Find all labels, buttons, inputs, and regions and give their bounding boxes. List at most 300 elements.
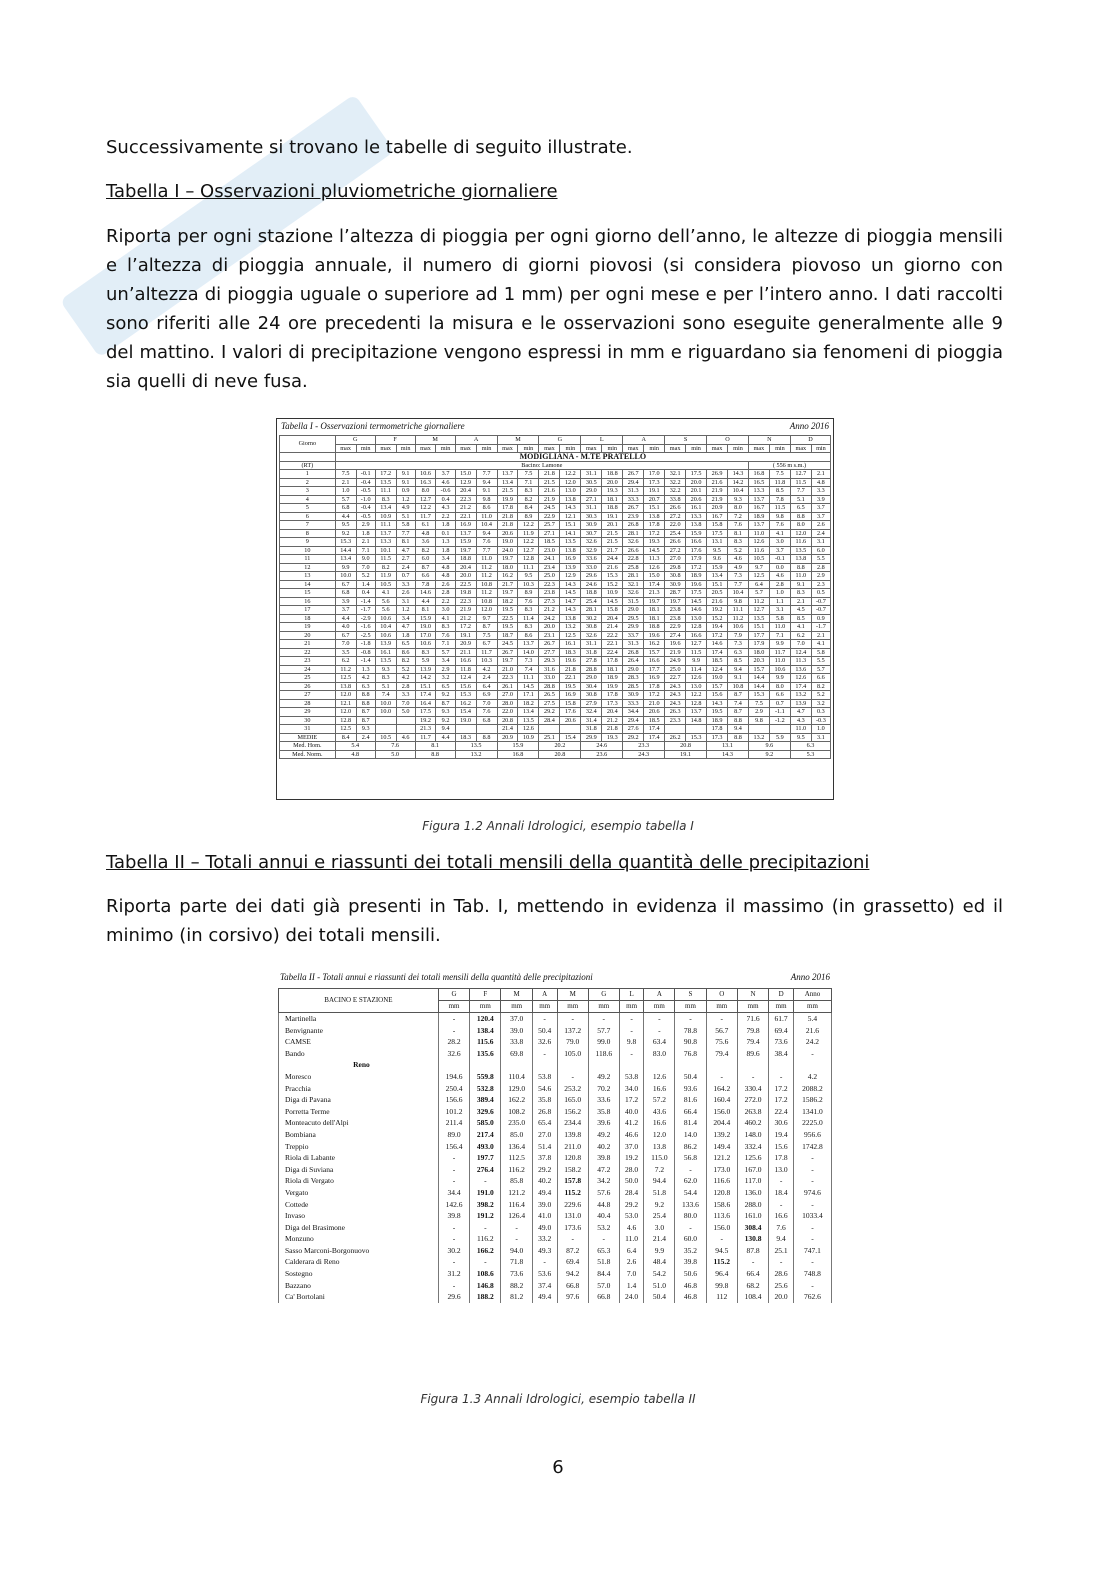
table1-value-cell: 31.5 [623,597,644,606]
table1-value-cell: 9.8 [748,716,769,725]
table1-value-cell: 24.3 [665,682,686,691]
table1-value-cell: 13.3 [375,538,396,547]
table1-value-cell: 20.0 [602,478,623,487]
table1-day-cell: 3 [280,487,336,496]
table1-day-row [280,665,831,674]
table1-value-cell: 3.7 [811,504,830,513]
table1-value-cell: 10.9 [602,589,623,598]
table1-day-row [280,699,831,708]
table2-value-cell: 94.2 [557,1268,588,1280]
table2-value-cell: - [532,1013,557,1025]
table1-value-cell: 20.4 [602,614,623,623]
table1-month-header: A [455,436,497,445]
table1-value-cell: 15.7 [707,682,728,691]
table1-hom-cell: 13.5 [455,742,497,751]
table2-value-cell: 7.6 [769,1222,794,1234]
table1-mean-cell: 8.4 [335,733,356,742]
table1-value-cell: 19.3 [644,538,665,547]
table2-value-cell: 191.0 [470,1187,501,1199]
table2-value-cell: 53.2 [588,1222,619,1234]
table1-value-cell: 18.9 [602,674,623,683]
table1-value-cell: 15.0 [455,470,476,479]
table1-value-cell: 29.0 [623,665,644,674]
table1-mean-cell: 4.4 [436,733,455,742]
table2-value-cell: 97.6 [557,1291,588,1303]
table1-value-cell: 8.2 [375,563,396,572]
table1-value-cell: 9.9 [769,640,790,649]
table2-value-cell [675,1059,706,1071]
table1-mean-cell: 3.1 [811,733,830,742]
table2-value-cell: 585.0 [470,1117,501,1129]
table1-value-cell: 7.5 [335,470,356,479]
table2-month-header: Anno [793,989,831,1001]
table2-value-cell: 30.6 [769,1117,794,1129]
table1-day-cell: 24 [280,665,336,674]
table1-value-cell [560,725,581,734]
table1-value-cell: 14.5 [644,546,665,555]
table2-value-cell: 29.2 [619,1199,644,1211]
table2-value-cell: - [438,1164,469,1176]
table2-value-cell: 105.0 [557,1048,588,1060]
table1-value-cell: 32.6 [581,538,602,547]
table1-value-cell: 11.7 [476,648,497,657]
table2-station-name: Sasso Marconi-Borgonuovo [279,1245,439,1257]
table2-month-header: G [588,989,619,1001]
table2-station-row [279,1256,832,1268]
table2-value-cell: 35.8 [588,1106,619,1118]
table1-value-cell: 7.5 [518,470,539,479]
table2-value-cell: 49.4 [532,1187,557,1199]
table1-value-cell: 6.8 [476,716,497,725]
table2-value-cell: 69.8 [501,1048,532,1060]
table2-value-cell: - [706,1233,737,1245]
table1-value-cell: 21.6 [707,597,728,606]
table1-day-cell: 7 [280,521,336,530]
table1-value-cell: 29.4 [623,716,644,725]
table1-means-label: MEDIE [280,733,336,742]
table1-value-cell: 17.2 [375,470,396,479]
table1-value-cell: 11.1 [518,563,539,572]
table1-value-cell: 6.3 [356,682,375,691]
table1-value-cell: 3.1 [811,538,830,547]
table1-value-cell: -0.7 [811,597,830,606]
table2-value-cell: - [438,1025,469,1037]
table1-value-cell: 13.8 [644,512,665,521]
table2-value-cell: - [675,1013,706,1025]
table2-value-cell: - [619,1013,644,1025]
table2-value-cell: - [793,1280,831,1292]
table1-value-cell: 32.6 [581,631,602,640]
table2-value-cell: 493.0 [470,1141,501,1153]
table2-value-cell: 116.4 [501,1199,532,1211]
table2-value-cell: 89.6 [737,1048,768,1060]
table2-value-cell: 40.4 [588,1210,619,1222]
table1-day-row [280,657,831,666]
table1-value-cell: 9.5 [335,521,356,530]
table1-norm-cell: 9.2 [748,750,790,759]
table1-value-cell: 8.6 [396,648,415,657]
table2-value-cell: 76.8 [675,1048,706,1060]
table1-day-cell: 17 [280,606,336,615]
table1-day-row [280,648,831,657]
table1-value-cell: 11.2 [476,563,497,572]
table1-value-cell: 19.1 [602,512,623,521]
table1-value-cell: 17.3 [644,478,665,487]
table1-value-cell: 32.6 [623,589,644,598]
table1-value-cell: 15.2 [602,580,623,589]
figure1-caption: Figura 1.2 Annali Idrologici, esempio tabella I [422,819,694,833]
table2-unit-header: mm [675,1001,706,1013]
table2-value-cell: 93.6 [675,1083,706,1095]
table1-value-cell: 16.2 [497,572,518,581]
table2-value-cell: 79.8 [737,1025,768,1037]
table2-month-header: S [675,989,706,1001]
table1-value-cell: 12.9 [560,572,581,581]
table1-value-cell: 13.3 [686,512,707,521]
table1-value-cell: 27.4 [665,631,686,640]
table1-value-cell: 4.3 [436,504,455,513]
table1-basin: Bacino: Lamone [335,461,748,470]
table2-station-name: Martinella [279,1013,439,1025]
table1-mean-cell: 9.5 [790,733,811,742]
table1-value-cell: 6.5 [790,504,811,513]
table1-value-cell: 17.6 [560,708,581,717]
table2-value-cell: 34.0 [619,1083,644,1095]
table1-value-cell: 12.4 [707,665,728,674]
table1-day-cell: 13 [280,572,336,581]
table1-value-cell: 22.5 [497,614,518,623]
table1-value-cell: 7.6 [728,521,749,530]
table2-value-cell: 40.0 [619,1106,644,1118]
table2-station-row [279,1233,832,1245]
table1-value-cell: 23.0 [539,546,560,555]
table1-value-cell: 2.2 [436,512,455,521]
table1-value-cell: 17.2 [455,623,476,632]
table2-value-cell: 2225.0 [793,1117,831,1129]
table1-value-cell: 10.4 [728,589,749,598]
table1-value-cell: 29.0 [581,487,602,496]
table2-value-cell: 50.4 [532,1025,557,1037]
table2-value-cell: 115.6 [470,1036,501,1048]
table1-value-cell: 28.8 [539,682,560,691]
table1-value-cell: 30.7 [581,529,602,538]
table2-value-cell: 28.2 [438,1036,469,1048]
table1-value-cell: 25.4 [665,529,686,538]
table2-value-cell: 5.4 [793,1013,831,1025]
table1-value-cell: 20.3 [748,657,769,666]
table1-value-cell: 17.8 [497,504,518,513]
table1-value-cell: 16.5 [748,478,769,487]
table2-station-name: Monteacuto dell'Alpi [279,1117,439,1129]
table1-value-cell: 15.3 [455,691,476,700]
table1-value-cell: 7.7 [728,580,749,589]
table1-value-cell: 9.8 [476,495,497,504]
table2-value-cell: 53.8 [619,1071,644,1083]
table1-value-cell: 8.8 [790,563,811,572]
table2-value-cell: 276.4 [470,1164,501,1176]
table1-max-header: max [707,444,728,453]
table1-value-cell: 18.9 [748,512,769,521]
table1-value-cell: 10.5 [748,555,769,564]
table1-max-header: max [375,444,396,453]
table1-value-cell: 7.6 [518,597,539,606]
table1-day-cell: 4 [280,495,336,504]
table1-value-cell: 15.3 [602,572,623,581]
table1-value-cell [396,716,415,725]
table1-value-cell: 4.1 [811,640,830,649]
table1-value-cell: 31.4 [581,716,602,725]
table1-value-cell: 2.1 [335,478,356,487]
table1-value-cell: 15.1 [415,682,436,691]
table2-value-cell [532,1059,557,1071]
table1-value-cell: 21.9 [707,487,728,496]
table2-value-cell: - [588,1233,619,1245]
table1-value-cell: 28.1 [623,529,644,538]
table1-value-cell: 9.3 [356,725,375,734]
table2-value-cell [438,1059,469,1071]
table1-value-cell: 8.8 [356,699,375,708]
table1-value-cell: 15.2 [707,614,728,623]
table2-value-cell: 66.8 [557,1280,588,1292]
table1-value-cell: 21.9 [455,606,476,615]
table1-value-cell: 31.1 [581,640,602,649]
table1-value-cell: 11.1 [375,521,396,530]
table2-value-cell: 129.0 [501,1083,532,1095]
table1-value-cell: 32.2 [665,487,686,496]
table2-station-name: Bando [279,1048,439,1060]
table1-value-cell: 8.2 [811,682,830,691]
table1-value-cell [686,725,707,734]
table1-mean-cell: 29.2 [623,733,644,742]
table1-value-cell: 27.9 [581,699,602,708]
table2-value-cell: 329.6 [470,1106,501,1118]
table1-value-cell: 16.9 [560,691,581,700]
table1-value-cell: 14.4 [335,546,356,555]
table1-value-cell: 30.9 [623,691,644,700]
table1-value-cell: 12.5 [335,725,356,734]
table1-value-cell: 4.6 [728,555,749,564]
table1-value-cell: 7.5 [769,470,790,479]
table1-value-cell: 1.4 [356,580,375,589]
table1-altitude: ( 556 m s.m.) [748,461,830,470]
table1-value-cell: 8.3 [375,674,396,683]
table1-value-cell: 33.3 [623,699,644,708]
table1-value-cell: 15.8 [560,699,581,708]
table2-value-cell: 28.4 [619,1187,644,1199]
table1-value-cell: 28.5 [623,682,644,691]
table1-value-cell: 21.9 [707,495,728,504]
table2-value-cell: 167.0 [737,1164,768,1176]
table2-value-cell: 125.6 [737,1152,768,1164]
table1-value-cell: 9.5 [707,546,728,555]
table1-value-cell: 8.0 [769,682,790,691]
table1-value-cell: 6.7 [476,640,497,649]
table2-unit-header: mm [619,1001,644,1013]
table1-value-cell: 27.7 [539,648,560,657]
table2-value-cell: 4.6 [619,1222,644,1234]
table2-value-cell: 131.0 [557,1210,588,1222]
table2-value-cell: - [501,1233,532,1245]
table1-value-cell: 20.1 [686,487,707,496]
table1-max-header: max [539,444,560,453]
table1-norm-cell: 13.2 [455,750,497,759]
table1-value-cell: 16.9 [455,521,476,530]
table1-value-cell: 15.7 [748,665,769,674]
table2-value-cell: 79.4 [737,1036,768,1048]
table1-value-cell: 8.8 [356,691,375,700]
table2-value-cell: 35.8 [532,1094,557,1106]
table1-value-cell: 27.0 [497,691,518,700]
table2-value-cell: 87.2 [557,1245,588,1257]
table1-value-cell: 10.9 [375,512,396,521]
table1-value-cell: 12.2 [518,521,539,530]
table1-value-cell: 12.7 [518,546,539,555]
table2-value-cell: 39.0 [532,1199,557,1211]
table2-station-name: Bombiana [279,1129,439,1141]
table1-day-row [280,631,831,640]
table1-value-cell: 1.0 [769,589,790,598]
table1-value-cell: 11.2 [476,572,497,581]
table1-value-cell: 31.8 [581,648,602,657]
table1-value-cell: 25.8 [623,563,644,572]
table1-value-cell: 8.7 [728,691,749,700]
table1-value-cell: 18.2 [518,699,539,708]
table1-value-cell: 9.2 [436,716,455,725]
table2-value-cell: 162.2 [501,1094,532,1106]
table1-value-cell: 31.8 [581,725,602,734]
table1-day-cell: 6 [280,512,336,521]
table2-value-cell: 288.0 [737,1199,768,1211]
table1-value-cell: 6.2 [790,631,811,640]
table1-value-cell: 16.6 [686,631,707,640]
table2-value-cell: 41.2 [619,1117,644,1129]
table2-value-cell: 4.2 [793,1071,831,1083]
table2-value-cell: 51.8 [588,1256,619,1268]
table1-value-cell: 4.2 [476,665,497,674]
table1-value-cell: 7.3 [728,640,749,649]
table2-value-cell: 156.0 [706,1106,737,1118]
table1-value-cell: 8.9 [518,512,539,521]
table2-station-row [279,1106,832,1118]
table2-value-cell: 35.2 [675,1245,706,1257]
table1-value-cell: 6.7 [335,631,356,640]
table1-value-cell: 21.2 [602,716,623,725]
table1-hom-row [280,742,831,751]
table1-value-cell: 5.0 [396,708,415,717]
table2-value-cell: - [532,1256,557,1268]
table1-value-cell: 2.9 [811,572,830,581]
table2-value-cell: - [438,1175,469,1187]
table1-value-cell: 14.2 [728,478,749,487]
table1-value-cell: 9.7 [748,563,769,572]
table1-value-cell: 6.0 [811,546,830,555]
table1-value-cell: 26.1 [497,682,518,691]
table1-value-cell: 29.4 [623,478,644,487]
table2-value-cell: 37.8 [532,1152,557,1164]
table1-value-cell: 13.7 [455,529,476,538]
table1-value-cell: 17.4 [415,691,436,700]
table2-station-row [279,1245,832,1257]
table1-norm-cell: 24.3 [623,750,665,759]
table1-value-cell: 33.0 [539,674,560,683]
table2-group-row [279,1059,832,1071]
table1-value-cell: 29.0 [623,606,644,615]
table1-mean-cell: 10.9 [518,733,539,742]
table1-value-cell: 6.8 [335,589,356,598]
table2-value-cell: 974.6 [793,1187,831,1199]
figure-table-1 [276,418,834,800]
table1-value-cell: 13.9 [415,665,436,674]
table2-value-cell: 135.6 [470,1048,501,1060]
table1-value-cell: 11.0 [476,555,497,564]
table1-value-cell: 21.6 [707,478,728,487]
table2-value-cell: 44.8 [588,1199,619,1211]
table1-value-cell: 17.4 [644,580,665,589]
table1-value-cell: 17.5 [415,708,436,717]
table1-value-cell: 4.0 [335,623,356,632]
table1-value-cell: 15.6 [707,691,728,700]
table2-station-name: Vergato [279,1187,439,1199]
table1-value-cell: 22.9 [539,512,560,521]
table1-value-cell: 17.1 [518,691,539,700]
table1-value-cell: 23.8 [665,606,686,615]
table1-value-cell: 2.8 [769,580,790,589]
table2-value-cell: 532.8 [470,1083,501,1095]
table1-value-cell: 19.7 [665,597,686,606]
table2-value-cell: 34.2 [588,1175,619,1187]
table1-day-cell: 9 [280,538,336,547]
table2-value-cell: 130.8 [737,1233,768,1245]
table1-value-cell: 32.6 [623,538,644,547]
table2-value-cell: 25.6 [769,1280,794,1292]
table2-value-cell: 54.2 [644,1268,675,1280]
table1-value-cell: 16.1 [560,640,581,649]
table1-value-cell: 19.9 [602,682,623,691]
table1-value-cell: 13.2 [790,691,811,700]
table1-day-row [280,529,831,538]
table1-value-cell: 3.3 [396,580,415,589]
table2-value-cell: 117.0 [737,1175,768,1187]
table1-value-cell: 7.9 [728,631,749,640]
table1-value-cell: 2.9 [436,665,455,674]
table1-value-cell: 25.0 [539,572,560,581]
table1-value-cell: 19.4 [707,623,728,632]
table1-value-cell: 11.0 [790,725,811,734]
table2-unit-header: mm [706,1001,737,1013]
table2-month-header: D [769,989,794,1001]
table1-header [281,421,829,431]
table1-value-cell: 18.8 [602,470,623,479]
table1-value-cell: 9.5 [518,572,539,581]
table2-value-cell: 81.4 [675,1117,706,1129]
table1-value-cell: 5.8 [769,614,790,623]
table2-station-row [279,1291,832,1303]
table2-value-cell: 15.6 [769,1141,794,1153]
table1-value-cell: 28.1 [581,606,602,615]
table1-value-cell: 0.7 [769,699,790,708]
table1-value-cell: 4.6 [769,572,790,581]
table1-value-cell: 17.2 [644,529,665,538]
table1-value-cell: 11.0 [769,657,790,666]
table1-value-cell: -0.4 [356,478,375,487]
table2-value-cell: 32.6 [438,1048,469,1060]
table2-value-cell: 85.0 [501,1129,532,1141]
table1-value-cell: 5.2 [356,572,375,581]
table2-value-cell: 33.2 [532,1233,557,1245]
table2-value-cell: 50.4 [644,1291,675,1303]
table2-station-row [279,1048,832,1060]
table1-day-cell: 30 [280,716,336,725]
